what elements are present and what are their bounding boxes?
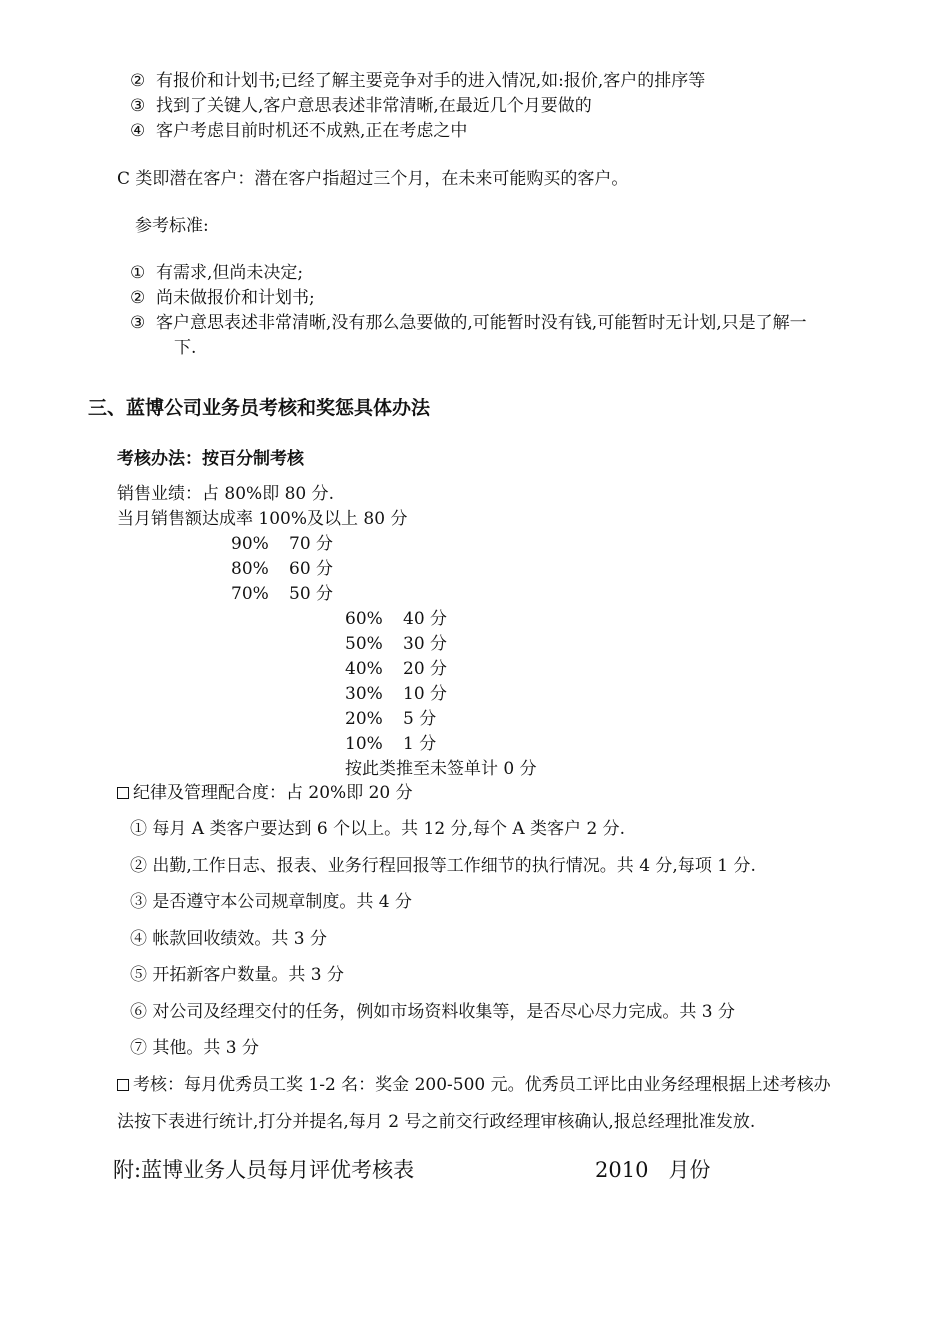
- disc-item: ⑤ 开拓新客户数量。共 3 分: [130, 965, 345, 985]
- score-row: 70% 50 分: [231, 584, 334, 604]
- disc-item: ① 每月 A 类客户要达到 6 个以上。共 12 分,每个 A 类客户 2 分.: [130, 819, 626, 839]
- assess-line-1: 考核：每月优秀员工奖 1-2 名：奖金 200-500 元。优秀员工评比由业务经理根据上述考核办: [117, 1074, 831, 1096]
- c-item-1: ① 有需求,但尚未决定;: [130, 263, 304, 283]
- scores-end: 按此类推至未签单计 0 分: [345, 759, 537, 779]
- c-class-title: C 类即潜在客户：潜在客户指超过三个月，在未来可能购买的客户。: [117, 169, 629, 189]
- assess-line-2: 法按下表进行统计,打分并提名,每月 2 号之前交行政经理审核确认,报总经理批准发放.: [117, 1112, 756, 1132]
- b-item-2: ② 有报价和计划书;已经了解主要竞争对手的进入情况,如:报价,客户的排序等: [130, 71, 706, 91]
- checkbox-icon: [117, 1079, 129, 1091]
- appendix-date: 2010 月份: [595, 1158, 711, 1182]
- rate-line: 当月销售额达成率 100%及以上 80 分: [117, 509, 408, 529]
- disc-item: ③ 是否遵守本公司规章制度。共 4 分: [130, 892, 413, 912]
- b-item-4: ④ 客户考虑目前时机还不成熟,正在考虑之中: [130, 121, 468, 141]
- c-item-3: ③ 客户意思表述非常清晰,没有那么急要做的,可能暂时没有钱,可能暂时无计划,只是了解一: [130, 313, 807, 333]
- c-class-ref-label: 参考标准:: [135, 216, 209, 236]
- c-item-3-cont: 下.: [174, 338, 197, 358]
- disc-item: ② 出勤,工作日志、报表、业务行程回报等工作细节的执行情况。共 4 分,每项 1 分.: [130, 856, 756, 876]
- disc-item: ⑦ 其他。共 3 分: [130, 1038, 260, 1058]
- b-item-3: ③ 找到了关键人,客户意思表述非常清晰,在最近几个月要做的: [130, 96, 592, 116]
- method-heading: 考核办法：按百分制考核: [117, 449, 304, 469]
- sales-line: 销售业绩：占 80%即 80 分.: [117, 484, 335, 504]
- score-row: 60% 40 分: [345, 609, 448, 629]
- score-row: 80% 60 分: [231, 559, 334, 579]
- score-row: 20% 5 分: [345, 709, 437, 729]
- score-row: 10% 1 分: [345, 734, 437, 754]
- section-heading: 三、蓝博公司业务员考核和奖惩具体办法: [88, 397, 431, 419]
- appendix-title: 附:蓝博业务人员每月评优考核表: [113, 1158, 415, 1182]
- disc-item: ④ 帐款回收绩效。共 3 分: [130, 929, 328, 949]
- score-row: 30% 10 分: [345, 684, 448, 704]
- discipline-line: 纪律及管理配合度：占 20%即 20 分: [117, 782, 413, 804]
- score-row: 40% 20 分: [345, 659, 448, 679]
- score-row: 50% 30 分: [345, 634, 448, 654]
- checkbox-icon: [117, 787, 129, 799]
- c-item-2: ② 尚未做报价和计划书;: [130, 288, 315, 308]
- score-row: 90% 70 分: [231, 534, 334, 554]
- disc-item: ⑥ 对公司及经理交付的任务，例如市场资料收集等，是否尽心尽力完成。共 3 分: [130, 1002, 736, 1022]
